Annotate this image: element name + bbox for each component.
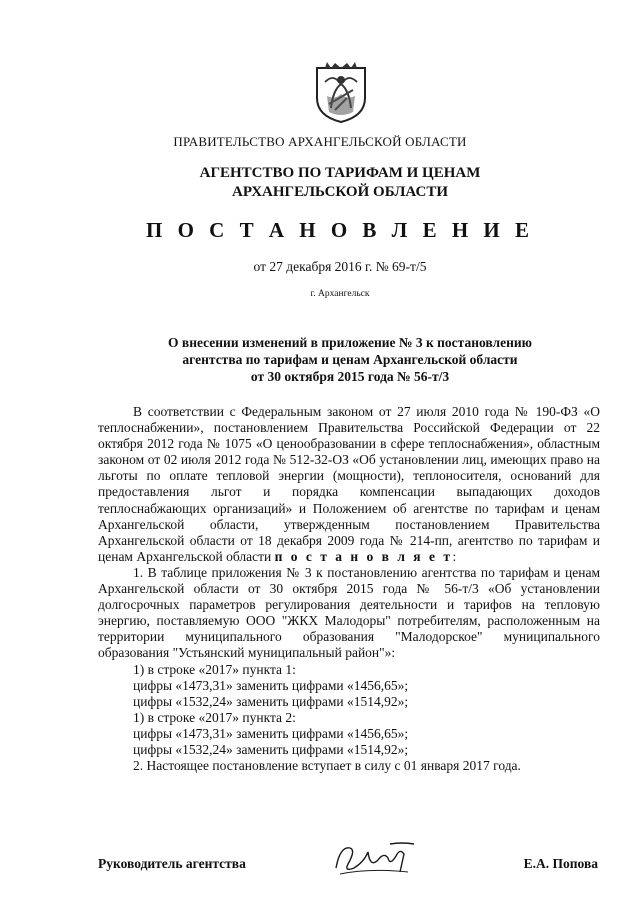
decree-colon: : — [452, 548, 457, 564]
document-city: г. Архангельск — [310, 289, 370, 299]
coat-of-arms-icon — [313, 60, 369, 124]
subpoint-1-a: цифры «1473,31» заменить цифрами «1456,65»; — [133, 677, 409, 693]
agency-name — [0, 164, 640, 202]
subpoint-2-a: цифры «1473,31» заменить цифрами «1456,65»; — [133, 725, 409, 741]
subpoint-1-b: цифры «1532,24» заменить цифрами «1514,92»; — [133, 693, 409, 709]
document-body — [98, 404, 600, 774]
document-date-number: от 27 декабря 2016 г. № 69-т/5 — [253, 259, 427, 274]
subpoint-2: 1) в строке «2017» пункта 2: — [133, 709, 296, 725]
subject-line-2: агентства по тарифам и ценам Архангельской области — [182, 352, 518, 367]
point-1: 1. В таблице приложения № 3 к постановлению агентства по тарифам и ценам Архангельской области от 30 октября 2015 года № 56-т/3 «Об установлении долгосрочных параметров регулирования деятельности и тарифов на тепловую энергию, поставляемую ООО "ЖКХ Малодоры" потребителям, расположенным на территории муниципального образования "Малодорское" муниципального образования "Устьянский муниципальный район"»: — [98, 564, 600, 661]
document-type: П О С Т А Н О В Л Е Н И Е — [145, 218, 534, 242]
signatory-name: Е.А. Попова — [523, 856, 598, 871]
document-subject — [0, 334, 640, 385]
preamble-text: В соответствии с Федеральным законом от 27 июля 2010 года № 190-ФЗ «О теплоснабжении», постановлением Правительства Российской Федерации от 22 октября 2012 года № 1075 «О ценообразовании в сфере теплоснабжения», областным законом от 02 июля 2012 года № 512-32-ОЗ «Об установлении лиц, имеющих право на льготы по оплате тепловой энергии (мощности), теплоносителя, оснований для предоставления льгот и порядка компенсации выпадающих доходов теплоснабжающих организаций» и Положением об агентстве по тарифам и ценам Архангельской области, утвержденным постановлением Правительства Архангельской области от 18 декабря 2009 года № 214-пп, агентство по тарифам и ценам Архангельской области — [98, 404, 600, 564]
subpoint-2-b: цифры «1532,24» заменить цифрами «1514,92»; — [133, 741, 409, 757]
agency-line-1: АГЕНТСТВО ПО ТАРИФАМ И ЦЕНАМ — [199, 165, 481, 181]
preamble-paragraph — [98, 404, 600, 565]
signatory-role: Руководитель агентства — [98, 856, 246, 871]
handwritten-signature — [330, 838, 420, 880]
subject-line-1: О внесении изменений в приложение № 3 к постановлению — [168, 335, 532, 350]
decree-word: п о с т а н о в л я е т — [274, 548, 453, 564]
government-name: ПРАВИТЕЛЬСТВО АРХАНГЕЛЬСКОЙ ОБЛАСТИ — [173, 134, 467, 149]
subpoint-1: 1) в строке «2017» пункта 1: — [133, 661, 296, 677]
point-2: 2. Настоящее постановление вступает в силу с 01 января 2017 года. — [133, 758, 521, 774]
subject-line-3: от 30 октября 2015 года № 56-т/3 — [250, 369, 450, 384]
agency-line-2: АРХАНГЕЛЬСКОЙ ОБЛАСТИ — [232, 184, 448, 200]
